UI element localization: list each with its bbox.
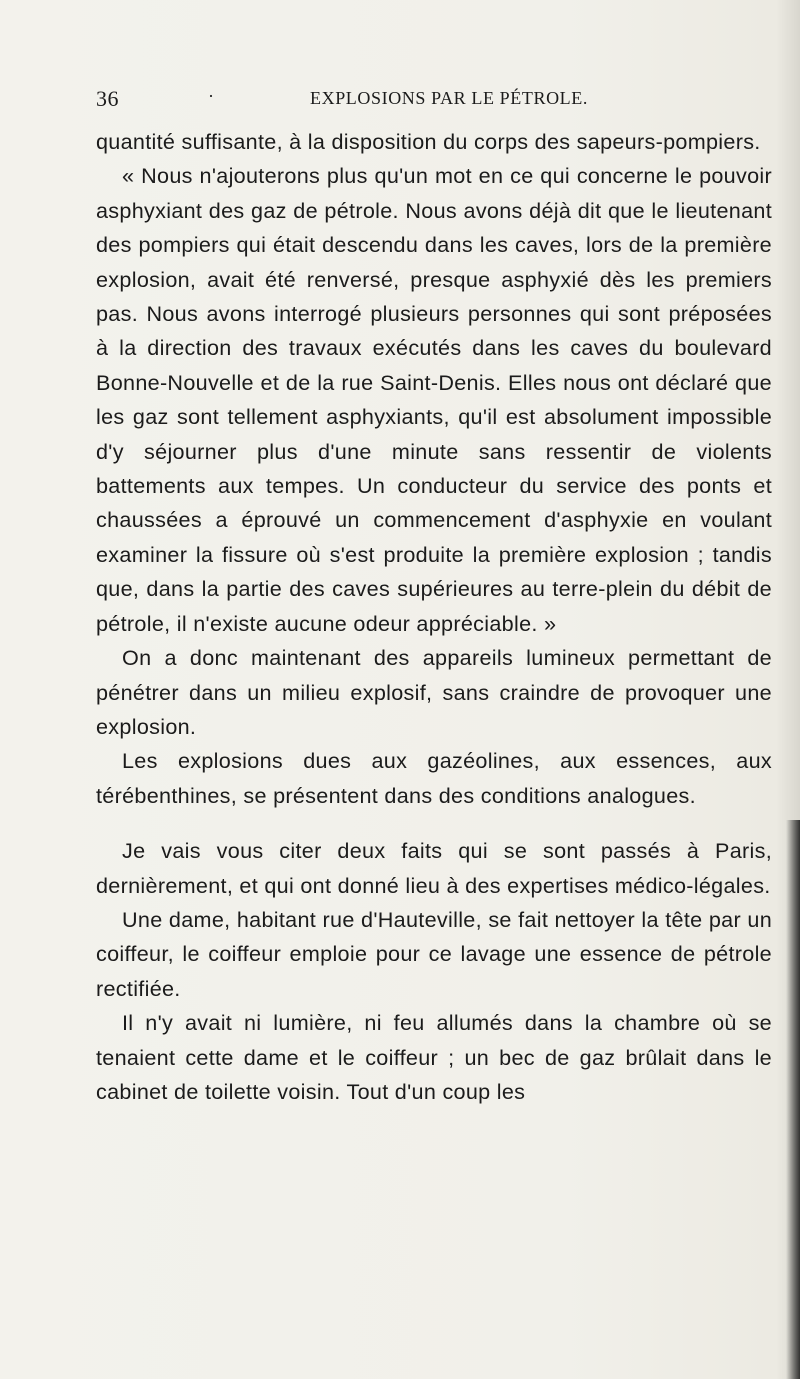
paragraph-luminous-devices: On a donc maintenant des appareils lumineux permettant de pénétrer dans un milieu explosif, sans craindre de provoquer une explosion. — [96, 645, 772, 739]
page-edge-shadow — [786, 820, 800, 1379]
paragraph-hauteville: Une dame, habitant rue d'Hauteville, se fait nettoyer la tête par un coiffeur, le coiffeur emploie pour ce lavage une essence de pétrole rectifiée. — [96, 906, 772, 1001]
page-number: 36 — [96, 86, 119, 111]
header-separator: · — [208, 86, 215, 106]
paragraph-gazeolines: Les explosions dues aux gazéolines, aux essences, aux térébenthines, se présentent dans des conditions analogues. — [96, 748, 772, 808]
paragraph-no-light: Il n'y avait ni lumière, ni feu allumés dans la chambre où se tenaient cette dame et le coiffeur ; un bec de gaz brûlait dans le cabinet de toilette voisin. Tout d'un coup les — [96, 1010, 772, 1104]
running-title: EXPLOSIONS PAR LE PÉTROLE. — [310, 88, 588, 108]
paragraph-two-facts: Je vais vous citer deux faits qui se sont passés à Paris, dernièrement, et qui ont donné lieu à des expertises médico-légales. — [96, 838, 772, 898]
paragraph-quote: « Nous n'ajouterons plus qu'un mot en ce qui concerne le pouvoir asphyxiant des gaz de pétrole. Nous avons déjà dit que le lieutenant des pompiers qui était descendu dans les caves, lors de la première explosion, avait été renversé, presque asphyxié dès les premiers pas. Nous avons interrogé plusieurs personnes qui sont préposées à la direction des travaux exécutés dans les caves du boulevard Bonne-Nouvelle et de la rue Saint-Denis. Elles nous ont déclaré que les gaz sont tellement asphyxiants, qu'il est absolument impossible d'y séjourner plus d'une minute sans ressentir de violents battements aux tempes. Un conducteur du service des ponts et chaussées a éprouvé un commencement d'asphyxie en voulant examiner la fissure où s'est produite la première explosion ; tandis que, dans la partie des caves supérieures au terre-plein du débit de pétrole, il n'existe aucune odeur appréciable. » — [96, 163, 772, 636]
page-header — [96, 86, 772, 116]
paragraph-continuation: quantité suffisante, à la disposition du corps des sapeurs-pompiers. — [96, 129, 761, 154]
body-text — [96, 125, 772, 1109]
